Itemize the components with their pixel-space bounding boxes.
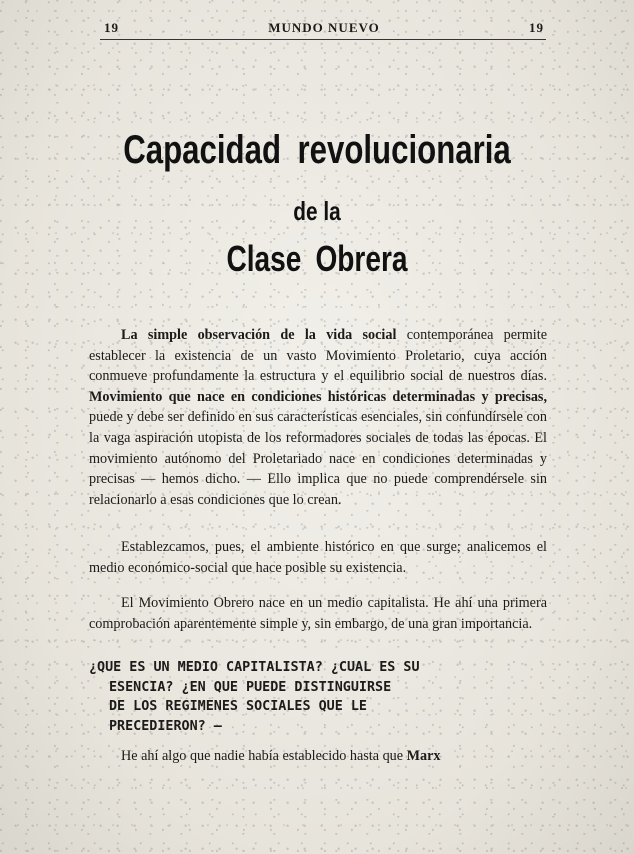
question-line-1: ¿QUE ES UN MEDIO CAPITALISTA? ¿CUAL ES SU — [89, 660, 420, 675]
page-number-left: 19 — [104, 20, 119, 35]
question-heading — [89, 658, 519, 736]
article-title-line3: Clase Obrera — [226, 238, 408, 279]
paragraph-4-bold: Marx — [406, 748, 441, 764]
paragraph-2-text: Establezcamos, pues, el ambiente histórico en que surge; analicemos el medio económico-social que hace posible su existencia. — [89, 539, 547, 576]
running-header — [104, 20, 544, 36]
paragraph-3 — [89, 593, 547, 634]
paragraph-1-bold-emphasis: Movimiento que nace en condiciones históricas determinadas y precisas, — [89, 388, 547, 405]
paragraph-4-text: He ahí algo que nadie había establecido hasta que — [121, 748, 407, 764]
paragraph-1-text-b: puede y debe ser definido en sus características esenciales, sin confundírsele con la vaga aspiración utopista de los reformadores sociales de todas las épocas. El movimiento autónomo del Proletariado nace en condiciones determinadas y precisas — hemos dicho. — Ello implica que no puede comprendérsele sin relacionarlo a esas condiciones que lo crean. — [89, 409, 547, 508]
paragraph-1 — [89, 325, 547, 510]
paragraph-2 — [89, 537, 547, 578]
header-rule — [100, 39, 546, 40]
paragraph-1-bold-lead: La simple observación de la vida social — [121, 327, 397, 343]
article-title-line2: de la — [293, 196, 341, 226]
article-title-line1: Capacidad revolucionaria — [123, 128, 511, 172]
question-line-2: ESENCIA? ¿EN QUE PUEDE DISTINGUIRSE — [109, 679, 392, 695]
journal-name: MUNDO NUEVO — [268, 20, 380, 35]
page-number-right: 19 — [529, 20, 544, 35]
question-line-3: DE LOS REGIMENES SOCIALES QUE LE — [109, 699, 367, 714]
paragraph-3-text: El Movimiento Obrero nace en un medio capitalista. He ahí una primera comprobación aparentemente simple y, sin embargo, de una gran importancia. — [89, 595, 547, 632]
paragraph-1-text-a: contemporánea permite establecer la existencia de un vasto Movimiento Proletario, cuya acción conmueve profundamente la estructura y el equilibrio social de nuestros días. — [89, 327, 547, 385]
question-line-4: PRECEDIERON? — — [109, 718, 222, 734]
paragraph-4 — [89, 746, 547, 767]
